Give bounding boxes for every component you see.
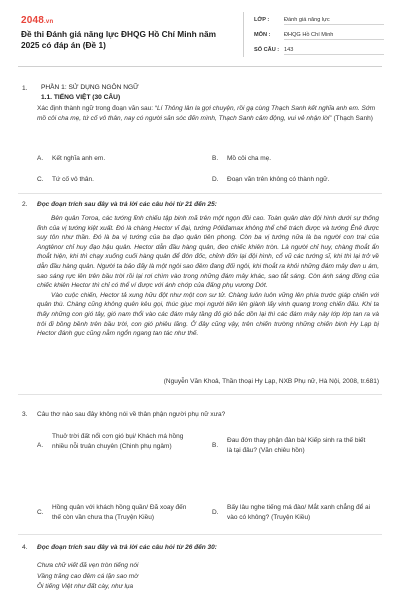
meta-mon <box>254 32 384 40</box>
option-letter: D. <box>212 509 219 516</box>
question-prompt: Đọc đoạn trích sau đây và trả lời các câu hỏi từ 21 đến 25: <box>37 201 217 208</box>
question-divider <box>18 394 382 395</box>
option-text: Thuở trời đất nổi cơn gió bụi/ Khách má hồng nhiều nỗi truân chuyên (Chinh phụ ngâm) <box>52 433 184 450</box>
subsection-heading: 1.1. TIẾNG VIỆT (30 CÂU) <box>41 94 121 101</box>
header-divider <box>243 12 244 57</box>
option-letter: B. <box>212 442 219 449</box>
poem-line: Chưa chữ viết đã vẹn tròn tiếng nói <box>37 562 139 569</box>
option-text: Đoạn văn trên không có thành ngữ. <box>227 176 330 183</box>
stem-prefix: Xác định thành ngữ trong đoạn văn sau: “ <box>37 105 157 112</box>
meta-mon-value: ĐHQG Hồ Chí Minh <box>284 32 384 40</box>
reading-passage <box>37 214 379 339</box>
poem-excerpt <box>37 561 379 593</box>
part-heading: PHẦN 1: SỬ DỤNG NGÔN NGỮ <box>41 84 139 91</box>
option-letter: A. <box>37 442 44 449</box>
question-number: 2. <box>22 201 28 208</box>
stem-quote: Lí Thông lân la gợi chuyện, rồi gạ cùng Thạch Sanh kết nghĩa anh em. Sớm mồ côi cha mẹ, tứ cố vô thân, nay có người săn sóc đến mình, Thạch Sanh cảm động, vui vẻ nhận lời <box>37 105 376 122</box>
meta-lop <box>254 17 384 25</box>
option-text: Kết nghĩa anh em. <box>52 155 106 162</box>
passage-paragraph: Vào cuộc chiến, Hector tả xung hữu đột như một con sư tử. Chàng luôn luôn vững lên phía trước giáp chiến với quân thù. Chàng cũng không quên kêu gọi, thúc giục mọi người tiến lên giành lấy vinh quang trong chiến đấu. Khi ta thấy những con gió tây, gió nam thổi vào các đám mây tầng đỏ gió bắc dồn lại thì các đám mây này lớp lớp tan ra và trôi đi bồng bềnh trên bầu trời, con gió phiêu lãng. Ở đây cũng vậy, trên chiến trường những chiến binh Hy Lạp bị Hector đánh gục cũng nằm ngổn ngang tan tác như thế. <box>37 291 379 338</box>
option-text: Hồng quân với khách hồng quần/ Đã xoay đến thế còn vần chưa tha (Truyện Kiều) <box>52 504 187 521</box>
option-letter: A. <box>37 155 44 162</box>
meta-socau <box>254 47 384 55</box>
passage-citation: (Nguyễn Văn Khoả, Thần thoại Hy Lạp, NXB Phụ nữ, Hà Nội, 2008, tr.681) <box>163 378 379 385</box>
question-number: 4. <box>22 544 28 551</box>
meta-mon-label: MÔN : <box>254 32 271 38</box>
question-stem: Câu thơ nào sau đây không nói về thân phận người phụ nữ xưa? <box>37 411 226 418</box>
stem-suffix: ” (Thạch Sanh) <box>329 115 373 122</box>
question-number: 3. <box>22 411 28 418</box>
option-text: Tứ cố vô thân. <box>52 176 94 183</box>
question-stem <box>37 104 379 124</box>
meta-lop-value: Đánh giá năng lực <box>284 17 384 25</box>
passage-paragraph: Bên quân Tơroa, các tướng lĩnh chiếu tập binh mã trên một ngọn đồi cao. Toàn quân dàn đội hình dưới sự thống lĩnh của vị tướng kiệt xuất. Đó là chàng Hector vĩ đại, tướng Pôliđamax không thể chế trách được và tướng Ênê được suy tôn như thần. Đó là ba vị tướng của ba đạo quân tiên phong. Còn ba vị tướng nữa là ba người con trai của Angtênor chỉ huy đạo hậu quân. Hector dẫn đầu hàng quân, đeo chiếc khiên tròn. Là người chỉ huy, chàng thoắt ẩn thoắt hiện, khi thì chạy xuống cuối hàng quân để đôn đốc, chỉnh đốn lại đội hình, cổ vũ các tướng sĩ, khi thì lại trở về dẫn đầu hàng quân. Người ta bảo đấy là một ngôi sao đêm đang đối ngôi, khi thoắt ra khỏi những đám mây đen u ám, sao sáng rực lên trên bầu trời rồi lại rơi chìm vào trong những đám mây khác, sao tắt sáng. Còn ánh sáng đồng của chiếc khiên Hector thì chỉ có thể ví được với ánh chớp của đấng phụ vương Dớt. <box>37 215 379 290</box>
meta-socau-value: 143 <box>284 47 384 55</box>
exam-title: Đề thi Đánh giá năng lực ĐHQG Hồ Chí Minh năm 2025 có đáp án (Đề 1) <box>21 29 216 50</box>
option-letter: D. <box>212 176 219 183</box>
question-number: 1. <box>22 85 28 92</box>
meta-socau-label: SỐ CÂU : <box>254 47 280 53</box>
logo-text: 2048 <box>21 15 45 26</box>
option-text: Bấy lâu nghe tiếng má đào/ Mắt xanh chẳng để ai vào có không? (Truyện Kiều) <box>227 504 371 521</box>
option-letter: C. <box>37 509 44 516</box>
question-prompt: Đọc đoạn trích sau đây và trả lời các câu hỏi từ 26 đến 30: <box>37 544 217 551</box>
option-text: Mồ côi cha mẹ. <box>227 155 272 162</box>
option-letter: B. <box>212 155 219 162</box>
logo-tld: .vn <box>44 19 54 25</box>
header-rule <box>18 66 382 67</box>
site-logo[interactable] <box>21 15 53 26</box>
option-text: Đau đớn thay phận đàn bà/ Kiếp sinh ra thế biết là tại đâu? (Văn chiêu hồn) <box>227 437 366 454</box>
poem-line: Vầng trăng cao đêm cá lặn sao mờ <box>37 572 139 580</box>
meta-lop-label: LỚP : <box>254 17 270 23</box>
poem-line: Ôi tiếng Việt như đất cày, như lụa <box>37 583 134 590</box>
question-divider <box>18 193 382 194</box>
question-divider <box>18 534 382 535</box>
option-letter: C. <box>37 176 44 183</box>
